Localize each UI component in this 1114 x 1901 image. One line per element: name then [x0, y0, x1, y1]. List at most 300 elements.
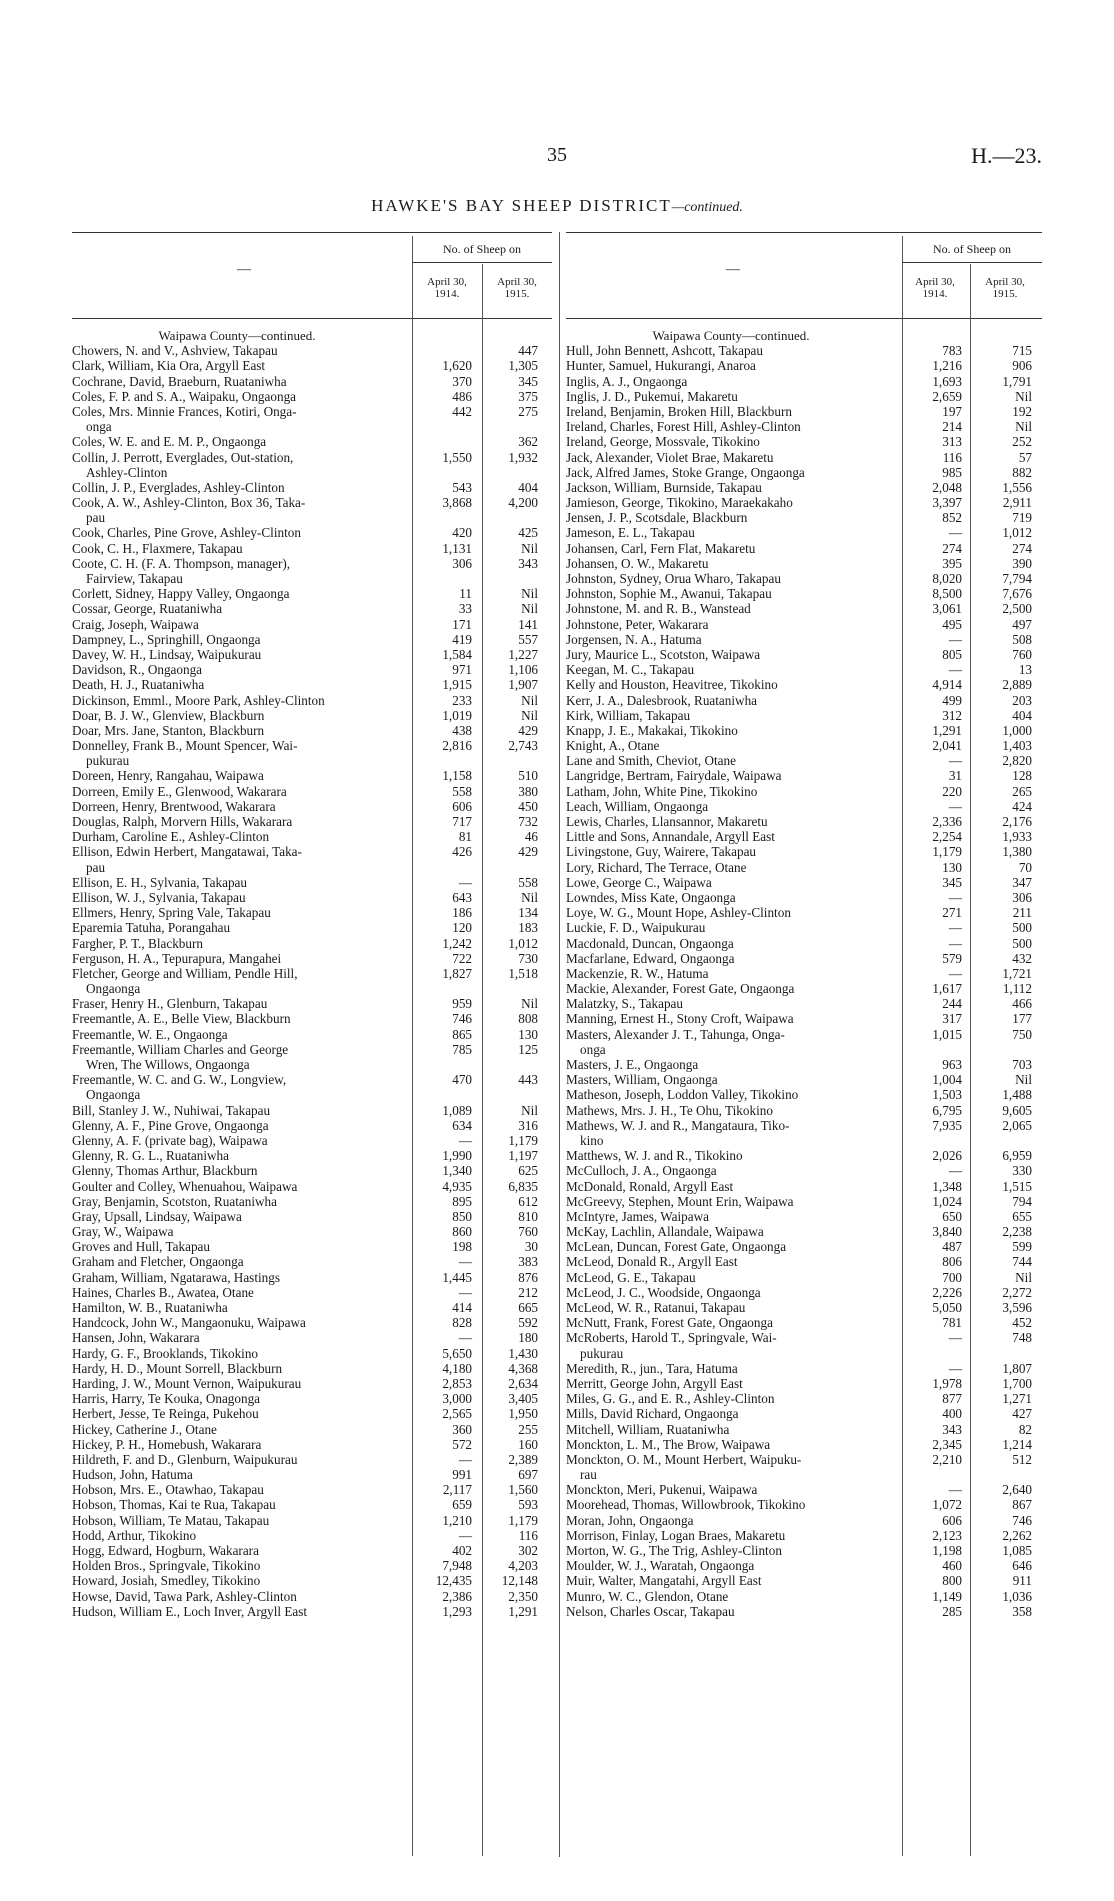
sheep-1914: 1,004 [932, 1072, 962, 1088]
sheep-1915: 192 [1012, 403, 1032, 419]
table-row [566, 434, 1042, 449]
table-row [72, 677, 552, 692]
sheep-1915: 2,820 [1002, 753, 1032, 769]
sheep-1915: 500 [1012, 935, 1032, 951]
holder-name: Ashley-Clinton [86, 464, 168, 480]
sheep-1915: 345 [518, 373, 538, 389]
holder-name: Gray, Upsall, Lindsay, Waipawa [72, 1208, 242, 1224]
table-row [72, 1422, 552, 1437]
holder-name: Goulter and Colley, Whenuahou, Waipawa [72, 1178, 298, 1194]
header-bottom-rule [72, 318, 552, 319]
sheep-1915: 404 [1012, 707, 1032, 723]
sheep-1915: 383 [518, 1254, 538, 1270]
holder-name: Graham, William, Ngatarawa, Hastings [72, 1269, 280, 1285]
table-row [72, 1163, 552, 1178]
sheep-1915: 12,148 [501, 1573, 538, 1589]
sheep-1915: 592 [518, 1315, 538, 1331]
sheep-1915: 599 [1012, 1239, 1032, 1255]
sheep-1914: 2,565 [442, 1406, 472, 1422]
section-heading: Waipawa County—continued. [158, 328, 316, 343]
table-row [72, 662, 552, 677]
sheep-1914: 1,019 [442, 707, 472, 723]
holder-name: pau [86, 859, 106, 875]
table-row [72, 951, 552, 966]
table-row [72, 434, 552, 449]
table-row [72, 1604, 552, 1619]
sheep-1915: 2,389 [508, 1451, 538, 1467]
table-row [566, 875, 1042, 890]
table-row [566, 662, 1042, 677]
table-row [566, 1194, 1042, 1209]
table-row [72, 814, 552, 829]
holder-name: Davidson, R., Ongaonga [72, 662, 203, 678]
sheep-1914: 4,180 [442, 1360, 472, 1376]
holder-name: McGreevy, Stephen, Mount Erin, Waipawa [566, 1193, 794, 1209]
table-row [72, 1148, 552, 1163]
sheep-1915: 810 [518, 1208, 538, 1224]
holder-name: Doreen, Henry, Rangahau, Waipawa [72, 768, 264, 784]
sheep-1915: 1,560 [508, 1482, 538, 1498]
holder-name: Howse, David, Tawa Park, Ashley-Clinton [72, 1588, 297, 1604]
table-row [566, 1057, 1042, 1072]
sheep-1915: 255 [518, 1421, 538, 1437]
holder-name: Coles, Mrs. Minnie Frances, Kotiri, Onga- [72, 403, 297, 419]
sheep-1915: 1,518 [508, 965, 538, 981]
sheep-1915: Nil [521, 540, 538, 556]
holder-name: Livingstone, Guy, Wairere, Takapau [566, 844, 757, 860]
holder-name: Hunter, Samuel, Hukurangi, Anaroa [566, 358, 756, 374]
sheep-1915: Nil [1015, 1269, 1032, 1285]
sheep-1915: 375 [518, 388, 538, 404]
holder-name: Jensen, J. P., Scotsdale, Blackburn [566, 510, 748, 526]
holder-name: Mathews, W. J. and R., Mangataura, Tiko- [566, 1117, 790, 1133]
sheep-1915: 1,430 [508, 1345, 538, 1361]
table-row [566, 738, 1042, 753]
sheep-1914: 120 [452, 920, 472, 936]
holder-name: Cook, A. W., Ashley-Clinton, Box 36, Taka- [72, 495, 306, 511]
holder-name: McLeod, W. R., Ratanui, Takapau [566, 1300, 746, 1315]
holder-name: Little and Sons, Annandale, Argyll East [566, 829, 775, 845]
sheep-1915: 466 [1012, 996, 1032, 1012]
sheep-1914: 1,072 [932, 1497, 962, 1513]
holder-name: Fletcher, George and William, Pendle Hill, [72, 965, 298, 981]
table-row [566, 389, 1042, 404]
sheep-1914: 3,397 [932, 495, 962, 511]
holder-name: Durham, Caroline E., Ashley-Clinton [72, 829, 270, 845]
sheep-1914: 579 [942, 950, 962, 966]
table-row [566, 571, 1042, 586]
sheep-1914: 1,445 [442, 1269, 472, 1285]
table-row [72, 1391, 552, 1406]
holder-name: Malatzky, S., Takapau [566, 996, 683, 1012]
table-row [72, 1406, 552, 1421]
sheep-1914: 1,179 [932, 844, 962, 860]
sheep-1915: 429 [518, 844, 538, 860]
sheep-1914: 971 [452, 662, 472, 678]
sheep-1914: 426 [452, 844, 472, 860]
sheep-1915: 6,959 [1002, 1148, 1032, 1164]
sheep-1915: 9,605 [1002, 1102, 1032, 1118]
sheep-1914: 486 [452, 388, 472, 404]
table-row [72, 1528, 552, 1543]
sheep-1915: 665 [518, 1300, 538, 1315]
sheep-1914: 1,348 [932, 1178, 962, 1194]
sheep-1915: 1,179 [508, 1132, 538, 1148]
holder-name: Dorreen, Emily E., Glenwood, Wakarara [72, 783, 287, 799]
holder-name: Haines, Charles B., Awatea, Otane [72, 1284, 254, 1300]
sheep-1915: 625 [518, 1163, 538, 1179]
sheep-1914: 852 [942, 510, 962, 526]
table-row [72, 480, 552, 495]
holder-name: Graham and Fletcher, Ongaonga [72, 1254, 244, 1270]
holder-name: Inglis, A. J., Ongaonga [566, 373, 688, 389]
table-row [72, 450, 552, 465]
sheep-1915: 2,065 [1002, 1117, 1032, 1133]
sheep-1914: 1,198 [932, 1543, 962, 1558]
table-row [72, 693, 552, 708]
holder-name: Lewis, Charles, Llansannor, Makaretu [566, 814, 768, 829]
holder-name: Johansen, Carl, Fern Flat, Makaretu [566, 540, 756, 556]
table-row [566, 1604, 1042, 1619]
holder-name: Glenny, A. F., Pine Grove, Ongaonga [72, 1117, 269, 1133]
table-row [566, 799, 1042, 814]
sheep-1914: 495 [942, 616, 962, 632]
holder-name: Knapp, J. E., Makakai, Tikokino [566, 722, 738, 738]
holder-name: Johnstone, Peter, Wakarara [566, 616, 709, 632]
table-row [72, 358, 552, 373]
sheep-1915: 125 [518, 1041, 538, 1057]
holder-name: Holden Bros., Springvale, Tikokino [72, 1558, 261, 1574]
sheep-1915: 7,676 [1002, 586, 1032, 602]
holder-name: Masters, J. E., Ongaonga [566, 1057, 699, 1072]
sheep-1915: 646 [1012, 1558, 1032, 1574]
holder-name: Hamilton, W. B., Ruataniwha [72, 1300, 228, 1315]
sheep-1914: 7,948 [442, 1558, 472, 1574]
sheep-1914: 31 [948, 768, 962, 784]
sheep-1914: 2,853 [442, 1375, 472, 1391]
holder-name: McRoberts, Harold T., Springvale, Wai- [566, 1330, 777, 1346]
holder-name: Howard, Josiah, Smedley, Tikokino [72, 1573, 261, 1589]
sheep-1915: Nil [1015, 1072, 1032, 1088]
sheep-1914: 877 [942, 1391, 962, 1407]
sheep-1915: 750 [1012, 1026, 1032, 1042]
table-row [72, 419, 552, 434]
sheep-1914: 1,693 [932, 373, 962, 389]
holder-name: pukurau [580, 1345, 624, 1361]
holder-name: Jack, Alfred James, Stoke Grange, Ongaonga [566, 464, 805, 480]
table-row [566, 1027, 1042, 1042]
holder-name: Jamieson, George, Tikokino, Maraekakaho [566, 495, 793, 511]
holder-name: Johansen, O. W., Makaretu [566, 555, 709, 571]
sheep-1915: 593 [518, 1497, 538, 1513]
sheep-1915: 6,835 [508, 1178, 538, 1194]
table-row [72, 1513, 552, 1528]
sheep-1914: 1,089 [442, 1102, 472, 1118]
table-row [566, 1087, 1042, 1102]
table-row [566, 617, 1042, 632]
sheep-1915: 1,907 [508, 677, 538, 693]
sheep-1914: 2,041 [932, 738, 962, 754]
table-row [72, 632, 552, 647]
holder-name: Fairview, Takapau [86, 571, 183, 586]
holder-name: Doar, B. J. W., Glenview, Blackburn [72, 707, 265, 723]
sheep-1914: 1,216 [932, 358, 962, 374]
table-row [566, 1558, 1042, 1573]
holder-name: Freemantle, W. E., Ongaonga [72, 1026, 228, 1042]
table-row [566, 814, 1042, 829]
sheep-1915: 1,227 [508, 646, 538, 662]
table-row [566, 905, 1042, 920]
sheep-1915: 1,807 [1002, 1360, 1032, 1376]
holder-name: rau [580, 1467, 597, 1483]
holder-name: Jackson, William, Burnside, Takapau [566, 479, 762, 495]
sheep-1915: 512 [1012, 1451, 1032, 1467]
sheep-1915: 730 [518, 950, 538, 966]
table-row [566, 1300, 1042, 1315]
table-row [72, 1543, 552, 1558]
holder-name: Jury, Maurice L., Scotston, Waipawa [566, 646, 761, 662]
sheep-1914: — [948, 935, 962, 951]
sheep-1915: 316 [518, 1117, 538, 1133]
sheep-1915: Nil [521, 889, 538, 905]
sheep-1915: 57 [1018, 449, 1032, 465]
sheep-1914: 33 [458, 601, 472, 617]
table-row [566, 404, 1042, 419]
sheep-1914: 2,336 [932, 814, 962, 829]
holder-name: Clark, William, Kia Ora, Argyll East [72, 358, 266, 374]
sheep-1914: — [948, 920, 962, 936]
sheep-1915: 732 [518, 814, 538, 829]
sheep-1914: 1,978 [932, 1375, 962, 1391]
table-row [566, 1118, 1042, 1133]
holder-name: kino [580, 1132, 604, 1148]
sheep-1915: 612 [518, 1193, 538, 1209]
table-row [566, 829, 1042, 844]
holder-name: Craig, Joseph, Waipawa [72, 616, 199, 632]
sheep-1914: 400 [942, 1406, 962, 1422]
sheep-1915: 4,368 [508, 1360, 538, 1376]
holder-name: Johnstone, M. and R. B., Wanstead [566, 601, 751, 617]
sheep-1915: 429 [518, 722, 538, 738]
table-row [566, 844, 1042, 859]
sheep-1915: 2,176 [1002, 814, 1032, 829]
sheep-1914: 12,435 [435, 1573, 472, 1589]
sheep-1914: 4,914 [932, 677, 962, 693]
table-row [566, 784, 1042, 799]
holder-name: Knight, A., Otane [566, 738, 660, 754]
holder-name: Eparemia Tatuha, Porangahau [72, 920, 231, 936]
sheep-1914: 171 [452, 616, 472, 632]
holder-name: Johnston, Sophie M., Awanui, Takapau [566, 586, 772, 602]
table-row [72, 571, 552, 586]
sheep-1915: 655 [1012, 1208, 1032, 1224]
table-row [72, 1285, 552, 1300]
sheep-1915: 404 [518, 479, 538, 495]
holder-name: Langridge, Bertram, Fairydale, Waipawa [566, 768, 782, 784]
sheep-1914: 345 [942, 874, 962, 890]
holder-name: Ireland, Benjamin, Broken Hill, Blackburn [566, 403, 792, 419]
page-title [0, 196, 1114, 216]
sheep-1915: 447 [518, 343, 538, 359]
header-dash: — [726, 262, 740, 277]
sheep-1914: 806 [942, 1254, 962, 1270]
table-row [566, 1467, 1042, 1482]
sheep-1915: 3,405 [508, 1391, 538, 1407]
table-row [566, 860, 1042, 875]
sheep-1915: 2,500 [1002, 601, 1032, 617]
holder-name: Munro, W. C., Glendon, Otane [566, 1588, 729, 1604]
sheep-1914: 470 [452, 1072, 472, 1088]
table-row [566, 753, 1042, 768]
sheep-1915: 212 [518, 1284, 538, 1300]
sheep-1915: Nil [521, 996, 538, 1012]
sheep-1915: 1,721 [1002, 965, 1032, 981]
sheep-1915: 906 [1012, 358, 1032, 374]
sheep-1914: 499 [942, 692, 962, 708]
table-row [72, 708, 552, 723]
sheep-1914: 2,117 [442, 1482, 472, 1498]
table-row [72, 1452, 552, 1467]
holder-name: McCulloch, J. A., Ongaonga [566, 1163, 717, 1179]
holder-name: Davey, W. H., Lindsay, Waipukurau [72, 646, 262, 662]
header-top-rule [566, 232, 1042, 233]
table-row [566, 1497, 1042, 1512]
holder-name: Masters, William, Ongaonga [566, 1072, 718, 1088]
sheep-1914: 850 [452, 1208, 472, 1224]
holder-name: Macfarlane, Edward, Ongaonga [566, 950, 735, 966]
holder-name: Bill, Stanley J. W., Nuhiwai, Takapau [72, 1102, 271, 1118]
sheep-1914: — [458, 1254, 472, 1270]
table-row [72, 1057, 552, 1072]
sheep-1915: 748 [1012, 1330, 1032, 1346]
sheep-1914: 11 [459, 586, 472, 602]
sheep-1915: 452 [1012, 1315, 1032, 1331]
holder-name: Dorreen, Henry, Brentwood, Wakarara [72, 798, 276, 814]
sheep-1914: 1,617 [932, 981, 962, 997]
holder-name: Mitchell, William, Ruataniwha [566, 1421, 730, 1437]
holder-name: Glenny, Thomas Arthur, Blackburn [72, 1163, 258, 1179]
sheep-1914: 2,254 [932, 829, 962, 845]
table-row [566, 1391, 1042, 1406]
holder-name: Collin, J. Perrott, Everglades, Out-station, [72, 449, 294, 465]
sheep-1915: 432 [1012, 950, 1032, 966]
sheep-1915: 7,794 [1002, 571, 1032, 586]
table-row [566, 556, 1042, 571]
holder-name: Harding, J. W., Mount Vernon, Waipukurau [72, 1375, 302, 1391]
table-row [566, 1482, 1042, 1497]
table-row [72, 510, 552, 525]
page-number: 35 [547, 144, 567, 166]
sheep-1915: 82 [1018, 1421, 1032, 1437]
holder-name: Inglis, J. D., Pukemui, Makaretu [566, 388, 738, 404]
table-row [566, 890, 1042, 905]
table-row [72, 768, 552, 783]
sheep-1914: 991 [452, 1467, 472, 1483]
table-row [72, 1224, 552, 1239]
sheep-1914: 650 [942, 1208, 962, 1224]
table-row [72, 1087, 552, 1102]
sheep-1914: 985 [942, 464, 962, 480]
sheep-1914: 395 [942, 555, 962, 571]
sheep-1914: 865 [452, 1026, 472, 1042]
sheep-1915: 358 [1012, 1603, 1032, 1619]
holder-name: Ongaonga [86, 981, 141, 997]
table-row [566, 525, 1042, 540]
sheep-1914: — [458, 1284, 472, 1300]
holder-name: McLeod, G. E., Takapau [566, 1269, 696, 1285]
sheep-1915: 1,556 [1002, 479, 1032, 495]
sheep-1915: 867 [1012, 1497, 1032, 1513]
sheep-1914: 2,816 [442, 738, 472, 754]
sheep-1914: 487 [942, 1239, 962, 1255]
holder-name: Collin, J. P., Everglades, Ashley-Clinton [72, 479, 285, 495]
holder-name: Moran, John, Ongaonga [566, 1512, 694, 1528]
sheep-1914: 1,503 [932, 1087, 962, 1103]
sheep-1915: 4,203 [508, 1558, 538, 1574]
table-row [566, 1103, 1042, 1118]
sheep-1915: 134 [518, 905, 538, 921]
table-row [566, 1042, 1042, 1057]
holder-name: Jorgensen, N. A., Hatuma [566, 631, 702, 647]
sheep-1914: 360 [452, 1421, 472, 1437]
sheep-1915: 116 [518, 1527, 538, 1543]
sheep-1915: 1,085 [1002, 1543, 1032, 1558]
sheep-1914: 274 [942, 540, 962, 556]
sheep-1915: Nil [521, 692, 538, 708]
sheep-1915: 265 [1012, 783, 1032, 799]
sheep-1915: 3,596 [1002, 1300, 1032, 1315]
sheep-1915: 719 [1012, 510, 1032, 526]
holder-name: Douglas, Ralph, Morvern Hills, Wakarara [72, 814, 293, 829]
table-row [566, 1513, 1042, 1528]
holder-name: Macdonald, Duncan, Ongaonga [566, 935, 734, 951]
holder-name: Hudson, William E., Loch Inver, Argyll East [72, 1603, 308, 1619]
table-row [566, 358, 1042, 373]
holder-name: Hodd, Arthur, Tikokino [72, 1527, 197, 1543]
header-span: No. of Sheep on [443, 242, 521, 256]
holder-name: McLeod, Donald R., Argyll East [566, 1254, 738, 1270]
header-dash: — [237, 262, 251, 277]
holder-name: Mackenzie, R. W., Hatuma [566, 965, 709, 981]
holder-name: Morton, W. G., The Trig, Ashley-Clinton [566, 1543, 782, 1558]
sheep-1914: 1,990 [442, 1148, 472, 1164]
sheep-1914: 7,935 [932, 1117, 962, 1133]
holder-name: Ireland, George, Mossvale, Tikokino [566, 434, 760, 450]
holder-name: Hickey, Catherine J., Otane [72, 1421, 217, 1437]
table-row [566, 1179, 1042, 1194]
table-row [72, 920, 552, 935]
document-code: H.—23. [971, 143, 1042, 168]
holder-name: Coles, F. P. and S. A., Waipaku, Ongaonga [72, 388, 297, 404]
holder-name: Mills, David Richard, Ongaonga [566, 1406, 739, 1422]
sheep-1914: — [948, 525, 962, 541]
table-row [566, 951, 1042, 966]
table-row [72, 1497, 552, 1512]
sheep-1914: 722 [452, 950, 472, 966]
holder-name: Hildreth, F. and D., Glenburn, Waipukurau [72, 1451, 298, 1467]
holder-name: Death, H. J., Ruataniwha [72, 677, 205, 693]
header-1914: April 30, 1914. [915, 276, 955, 300]
sheep-1914: 895 [452, 1193, 472, 1209]
table-row [566, 1254, 1042, 1269]
sheep-1914: 800 [942, 1573, 962, 1589]
sheep-1915: 128 [1012, 768, 1032, 784]
sheep-1915: 274 [1012, 540, 1032, 556]
holder-name: Manning, Ernest H., Stony Croft, Waipawa [566, 1011, 794, 1027]
table-row [566, 1361, 1042, 1376]
sheep-1914: 1,210 [442, 1512, 472, 1528]
sheep-1915: Nil [521, 601, 538, 617]
